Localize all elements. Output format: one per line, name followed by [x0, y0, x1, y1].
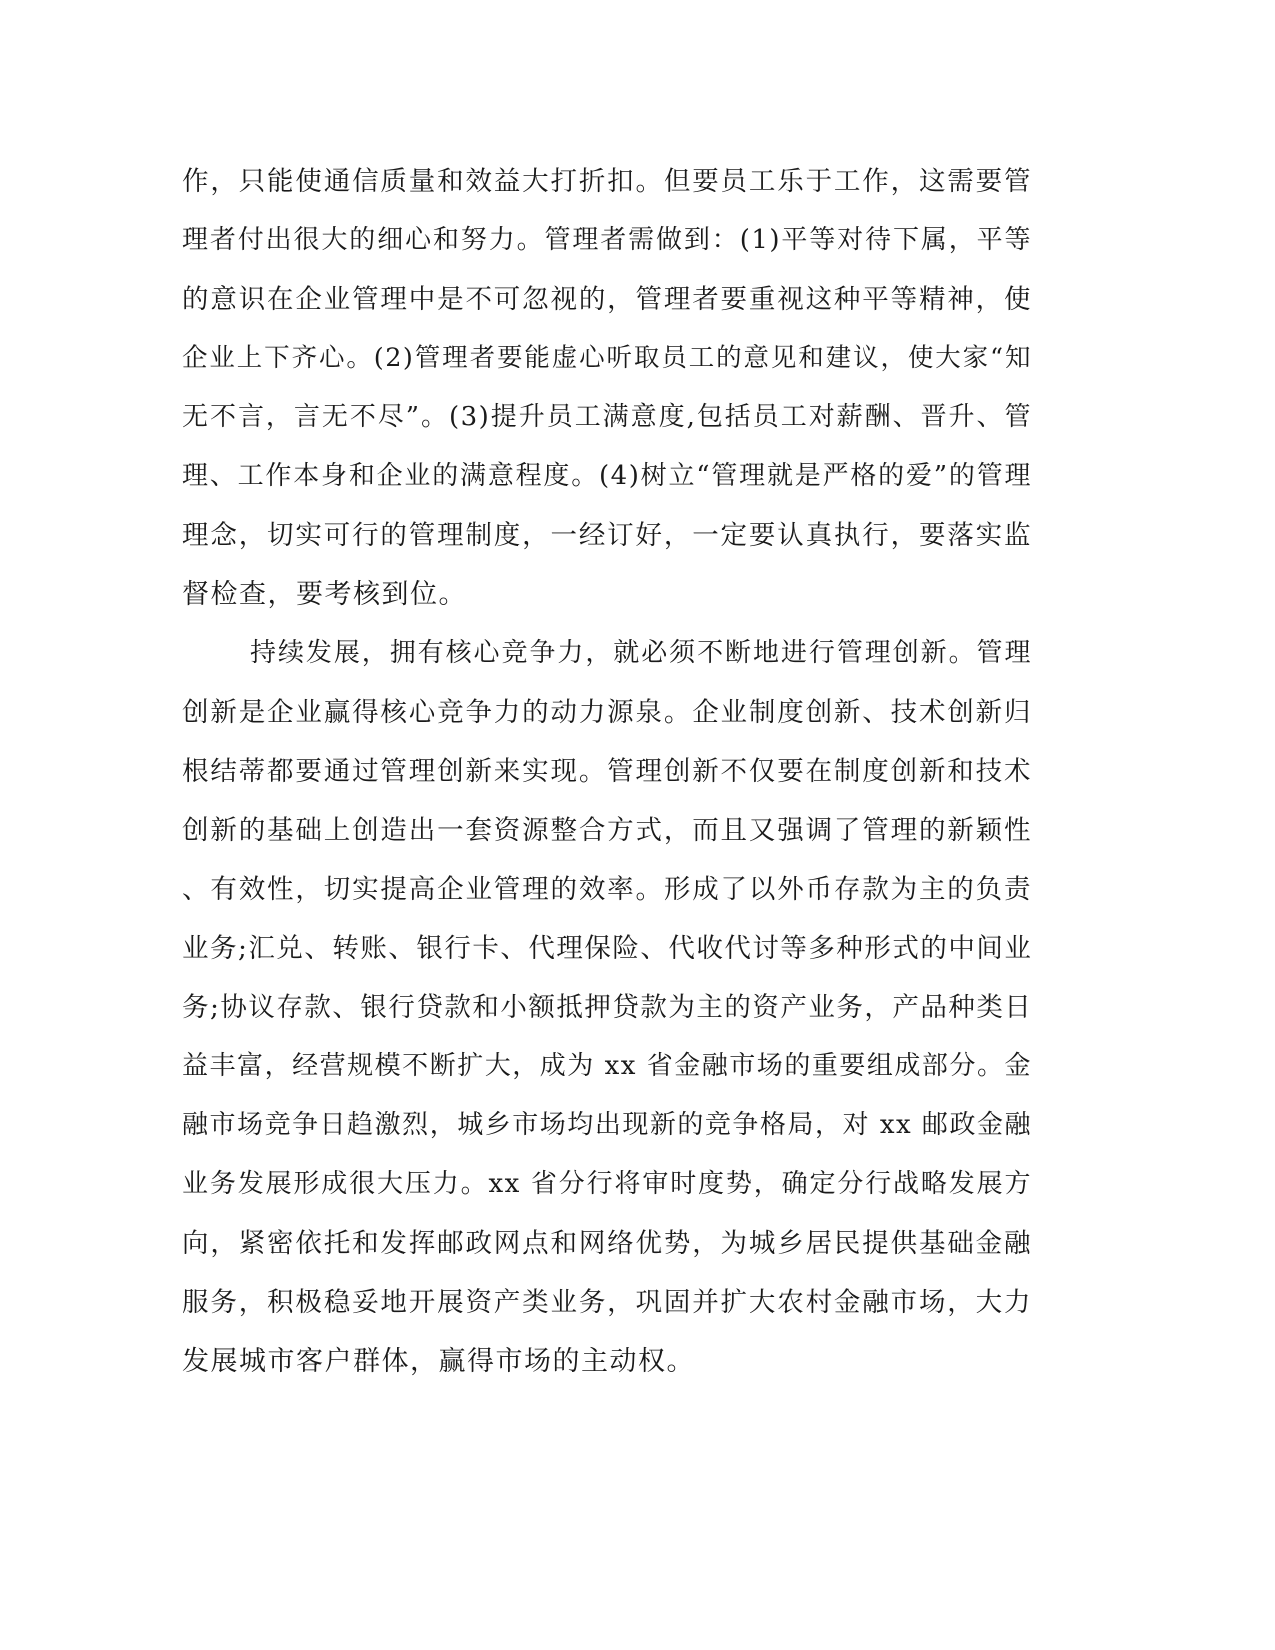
paragraph-1 — [182, 152, 1032, 624]
text-line: 向，紧密依托和发挥邮政网点和网络优势，为城乡居民提供基础金融 — [182, 1228, 1032, 1259]
text-line: 发展城市客户群体，赢得市场的主动权。 — [182, 1346, 695, 1377]
text-line: 服务，积极稳妥地开展资产类业务，巩固并扩大农村金融市场，大力 — [182, 1287, 1032, 1318]
text-line: 理、工作本身和企业的满意程度。(4)树立“管理就是严格的爱”的管理 — [182, 461, 1032, 491]
text-line: 创新的基础上创造出一套资源整合方式，而且又强调了管理的新颖性 — [182, 815, 1032, 846]
text-line: 业务发展形成很大压力。xx 省分行将审时度势，确定分行战略发展方 — [182, 1169, 1032, 1199]
text-line: 企业上下齐心。(2)管理者要能虚心听取员工的意见和建议，使大家“知 — [182, 343, 1032, 373]
text-line: 理者付出很大的细心和努力。管理者需做到：(1)平等对待下属，平等 — [182, 225, 1032, 255]
paragraph-2 — [182, 624, 1032, 1391]
text-line: 务;协议存款、银行贷款和小额抵押贷款为主的资产业务，产品种类日 — [182, 992, 1033, 1023]
text-line: 理念，切实可行的管理制度，一经订好，一定要认真执行，要落实监 — [182, 520, 1032, 551]
text-line: 业务;汇兑、转账、银行卡、代理保险、代收代讨等多种形式的中间业 — [182, 933, 1033, 964]
text-line: 督检查，要考核到位。 — [182, 579, 467, 610]
text-line: 持续发展，拥有核心竞争力，就必须不断地进行管理创新。管理 — [250, 638, 1032, 668]
text-line: 作，只能使通信质量和效益大打折扣。但要员工乐于工作，这需要管 — [182, 166, 1032, 197]
text-line: 根结蒂都要通过管理创新来实现。管理创新不仅要在制度创新和技术 — [182, 756, 1032, 787]
text-line: 无不言，言无不尽”。(3)提升员工满意度,包括员工对薪酬、晋升、管 — [182, 402, 1032, 432]
text-line: 创新是企业赢得核心竞争力的动力源泉。企业制度创新、技术创新归 — [182, 697, 1032, 728]
text-line: 的意识在企业管理中是不可忽视的，管理者要重视这种平等精神，使 — [182, 284, 1032, 315]
text-line: 益丰富，经营规模不断扩大，成为 xx 省金融市场的重要组成部分。金 — [182, 1051, 1032, 1081]
text-line: 、有效性，切实提高企业管理的效率。形成了以外币存款为主的负责 — [182, 874, 1032, 905]
text-line: 融市场竞争日趋激烈，城乡市场均出现新的竞争格局，对 xx 邮政金融 — [182, 1110, 1032, 1140]
document-body — [182, 152, 1032, 1391]
